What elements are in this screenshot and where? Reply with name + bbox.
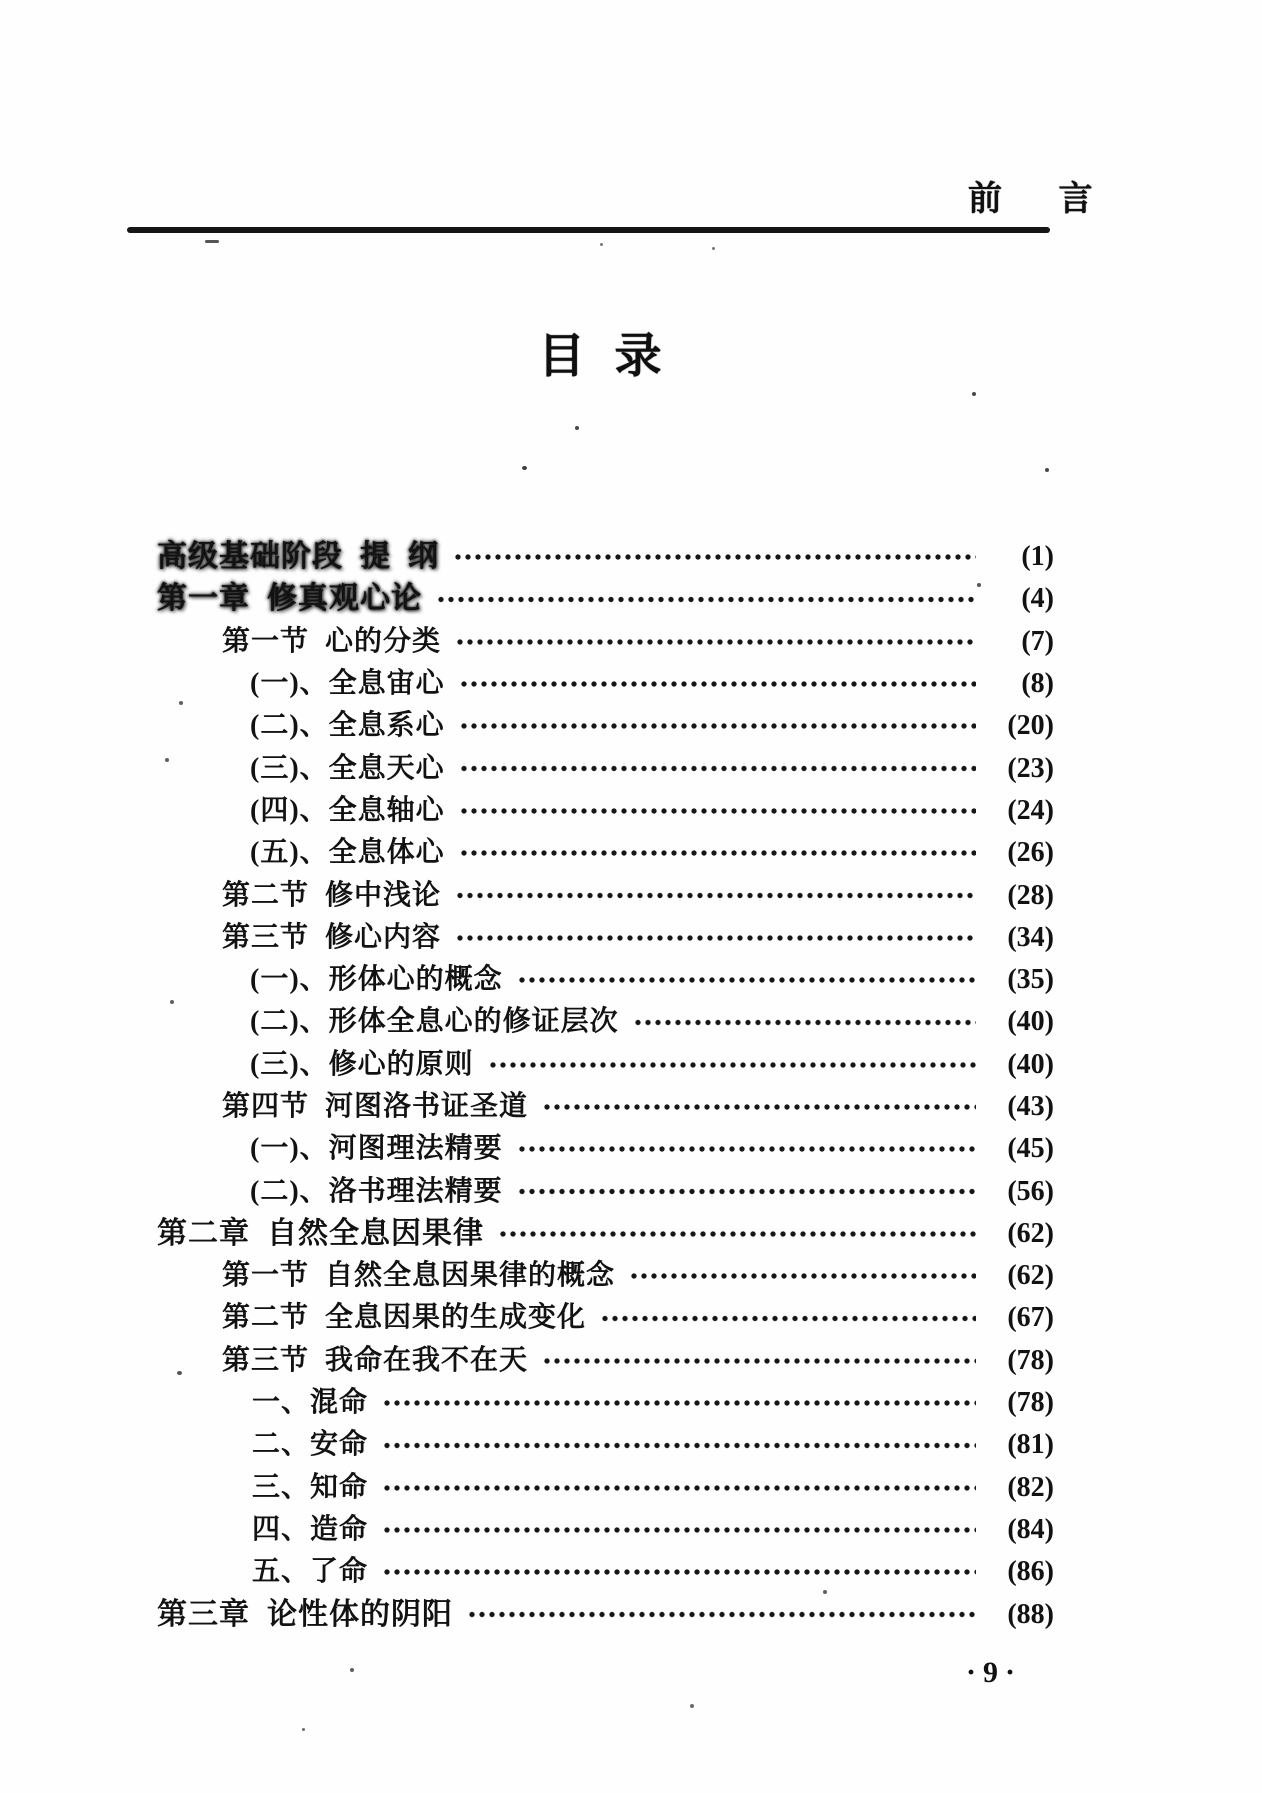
toc-entry-page: (7) <box>1021 625 1054 657</box>
toc-entry-label: 第二节 修中浅论 <box>222 879 442 911</box>
toc-entry-label: 高级基础阶段 提 纲 <box>157 540 439 574</box>
dot-leader <box>382 1382 976 1424</box>
toc-entry-page: (24) <box>1007 794 1054 826</box>
dot-leader <box>542 1086 976 1128</box>
dot-leader <box>517 1128 976 1170</box>
dot-leader <box>542 1340 976 1382</box>
toc-entry <box>146 1128 1054 1170</box>
page-title: 目 录 <box>538 331 664 383</box>
toc-entry-label: (二)、洛书理法精要 <box>250 1175 503 1207</box>
toc-entry <box>146 1297 1054 1339</box>
toc-entry-page: (23) <box>1007 752 1054 784</box>
dot-leader <box>382 1551 976 1593</box>
toc-entry-page: (43) <box>1007 1091 1054 1122</box>
toc-entry <box>146 747 1054 789</box>
toc-entry-label: 第三章 论性体的阴阳 <box>157 1597 453 1631</box>
toc-entry <box>146 1255 1054 1297</box>
dot-leader <box>382 1509 976 1551</box>
toc-entry-page: (88) <box>1007 1598 1054 1630</box>
toc-entry <box>146 1551 1054 1593</box>
dot-leader <box>600 1297 976 1339</box>
toc-entry-label: 一、混命 <box>252 1387 369 1419</box>
scan-speck <box>179 701 183 705</box>
dot-leader <box>467 1593 976 1635</box>
toc-entry-label: (三)、全息天心 <box>250 752 445 784</box>
toc-entry <box>146 1001 1054 1043</box>
scan-speck <box>522 466 527 470</box>
toc-entry-page: (8) <box>1021 668 1054 700</box>
toc-entry <box>146 1213 1054 1255</box>
dot-leader <box>459 747 976 789</box>
dot-leader <box>382 1467 976 1509</box>
dot-leader <box>459 663 976 705</box>
toc-entry-label: (一)、形体心的概念 <box>250 964 503 996</box>
toc-entry-label: 三、知命 <box>252 1471 369 1503</box>
header-rule <box>127 227 1050 233</box>
running-header: 前 言 <box>968 181 1117 218</box>
scan-speck <box>712 247 715 250</box>
table-of-contents <box>146 536 1054 1636</box>
toc-entry-page: (62) <box>1007 1260 1054 1292</box>
dot-leader <box>498 1213 976 1255</box>
toc-entry <box>146 663 1054 705</box>
toc-entry-label: 第二节 全息因果的生成变化 <box>222 1302 587 1334</box>
scan-speck <box>823 1590 827 1594</box>
toc-entry <box>146 1170 1054 1212</box>
scan-speck <box>600 243 603 246</box>
toc-entry <box>146 1044 1054 1086</box>
toc-entry-label: (四)、全息轴心 <box>250 794 445 826</box>
toc-entry-page: (4) <box>1021 583 1054 615</box>
toc-entry <box>146 1593 1054 1635</box>
scan-speck <box>1045 468 1049 472</box>
toc-entry <box>146 1382 1054 1424</box>
dot-leader <box>459 705 976 747</box>
toc-entry <box>146 1467 1054 1509</box>
toc-entry-page: (82) <box>1007 1471 1054 1503</box>
toc-entry-page: (28) <box>1007 879 1054 911</box>
toc-entry-page: (67) <box>1007 1302 1054 1334</box>
dot-leader <box>459 832 976 874</box>
toc-entry-page: (34) <box>1007 921 1054 953</box>
dot-leader <box>629 1255 976 1297</box>
toc-entry-label: 二、安命 <box>252 1429 369 1461</box>
scan-speck <box>575 426 579 430</box>
dot-leader <box>382 1424 976 1466</box>
scan-speck <box>177 1371 182 1375</box>
toc-entry <box>146 874 1054 916</box>
scan-speck <box>690 1704 694 1708</box>
toc-entry <box>146 790 1054 832</box>
toc-entry-label: (二)、全息系心 <box>250 710 445 742</box>
toc-entry <box>146 621 1054 663</box>
scan-speck <box>350 1668 354 1672</box>
toc-entry <box>146 1509 1054 1551</box>
toc-entry-page: (1) <box>1021 541 1054 573</box>
toc-entry <box>146 536 1054 578</box>
toc-entry-page: (40) <box>1007 1006 1054 1038</box>
toc-entry-page: (45) <box>1007 1133 1054 1165</box>
toc-entry-label: 第四节 河图洛书证圣道 <box>222 1091 529 1122</box>
dot-leader <box>633 1001 976 1043</box>
toc-entry-page: (40) <box>1007 1048 1054 1080</box>
dot-leader <box>455 874 976 916</box>
dot-leader <box>488 1044 976 1086</box>
dot-leader <box>455 917 976 959</box>
toc-entry-label: 第一节 心的分类 <box>222 625 442 657</box>
toc-entry <box>146 1340 1054 1382</box>
toc-entry-label: (一)、全息宙心 <box>250 668 445 700</box>
toc-entry <box>146 959 1054 1001</box>
toc-entry-page: (81) <box>1007 1429 1054 1461</box>
scan-speck <box>972 392 976 396</box>
toc-entry-label: 第三节 修心内容 <box>222 921 442 953</box>
toc-entry-label: 第二章 自然全息因果律 <box>157 1216 484 1250</box>
footer-page-number: ·9· <box>966 1656 1023 1689</box>
dot-leader <box>453 536 976 578</box>
toc-entry-page: (84) <box>1007 1513 1054 1545</box>
toc-entry-page: (26) <box>1007 837 1054 869</box>
scan-speck <box>170 1000 174 1004</box>
toc-entry-page: (35) <box>1007 964 1054 996</box>
toc-entry-label: (一)、河图理法精要 <box>250 1133 503 1165</box>
toc-entry <box>146 705 1054 747</box>
scan-speck <box>165 758 169 762</box>
dot-leader <box>517 959 976 1001</box>
toc-entry <box>146 578 1054 620</box>
toc-entry-page: (20) <box>1007 710 1054 742</box>
toc-entry-page: (62) <box>1007 1217 1054 1249</box>
toc-entry-label: (三)、修心的原则 <box>250 1048 474 1080</box>
toc-entry-page: (86) <box>1007 1556 1054 1588</box>
toc-entry <box>146 832 1054 874</box>
toc-entry-page: (56) <box>1007 1175 1054 1207</box>
scan-speck <box>302 1728 305 1731</box>
dot-leader <box>455 621 976 663</box>
toc-entry-label: (二)、形体全息心的修证层次 <box>250 1006 619 1038</box>
scan-speck <box>205 240 219 243</box>
toc-entry <box>146 1424 1054 1466</box>
toc-entry-label: (五)、全息体心 <box>250 837 445 869</box>
dot-leader <box>517 1170 976 1212</box>
toc-entry-label: 第一节 自然全息因果律的概念 <box>222 1260 616 1292</box>
toc-entry-page: (78) <box>1007 1344 1054 1376</box>
scan-speck <box>977 583 981 587</box>
toc-entry-label: 四、造命 <box>252 1513 369 1545</box>
toc-entry-label: 第一章 修真观心论 <box>157 582 422 616</box>
dot-leader <box>459 790 976 832</box>
dot-leader <box>436 578 976 620</box>
toc-entry-page: (78) <box>1007 1387 1054 1419</box>
toc-entry <box>146 917 1054 959</box>
toc-entry-label: 第三节 我命在我不在天 <box>222 1344 529 1376</box>
toc-entry <box>146 1086 1054 1128</box>
toc-entry-label: 五、了命 <box>252 1556 369 1588</box>
